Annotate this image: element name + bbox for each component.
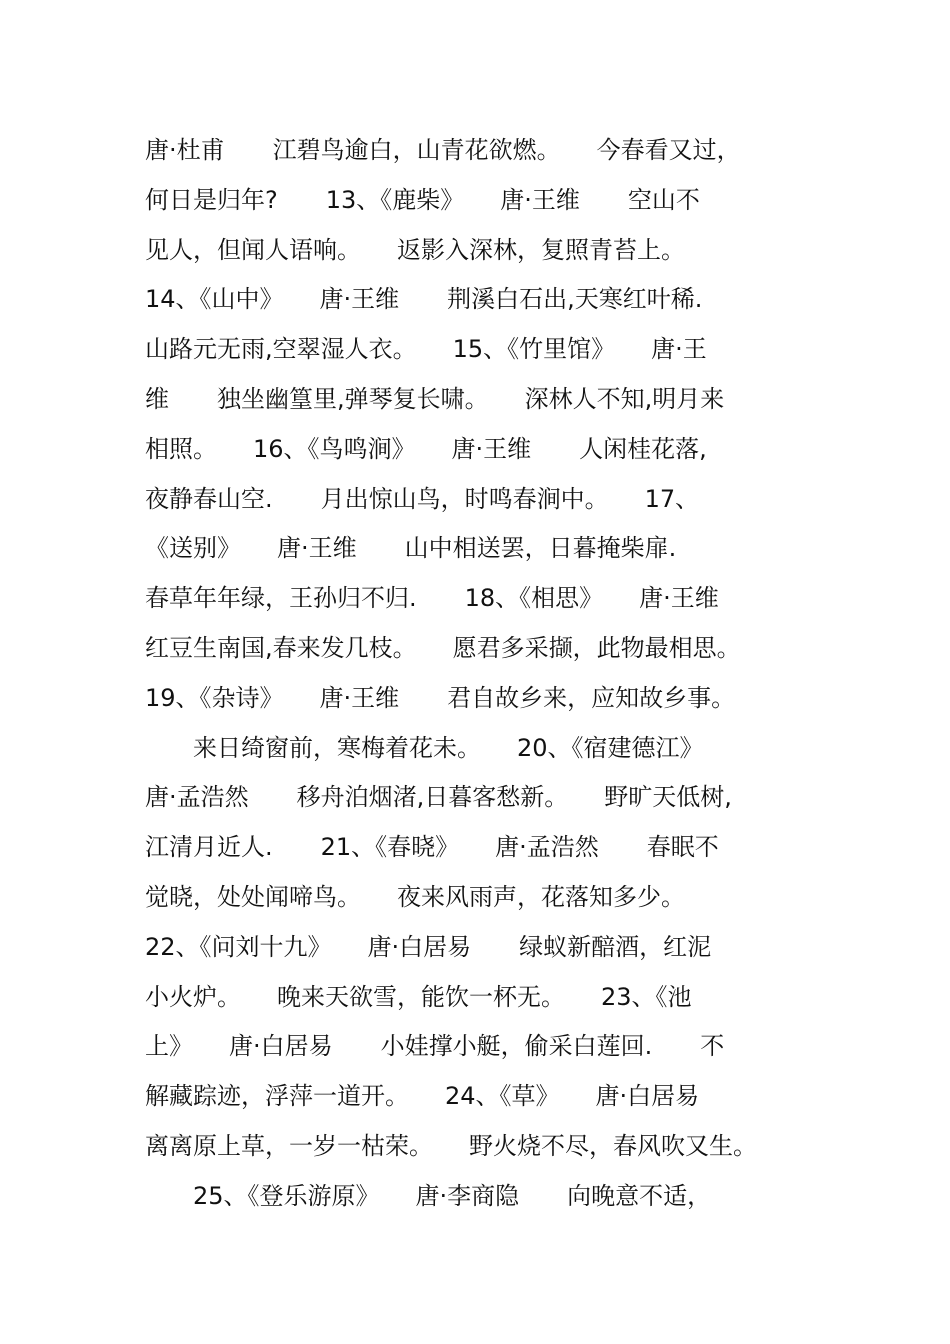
text-line: 19、《杂诗》 唐·王维 君自故乡来，应知故乡事。 <box>145 683 736 712</box>
text-line: 山路元无雨,空翠湿人衣。 15、《竹里馆》 唐·王 <box>145 335 707 364</box>
text-line: 离离原上草，一岁一枯荣。 野火烧不尽，春风吹又生。 <box>145 1131 757 1160</box>
text-line: 22、《问刘十九》 唐·白居易 绿蚁新醅酒，红泥 <box>145 932 712 961</box>
poem-text-block <box>145 126 815 1222</box>
text-line: 小火炉。 晚来天欲雪，能饮一杯无。 23、《池 <box>145 982 692 1011</box>
text-line: 春草年年绿，王孙归不归. 18、《相思》 唐·王维 <box>145 584 719 613</box>
text-line: 来日绮窗前，寒梅着花未。 20、《宿建德江》 <box>145 733 704 762</box>
text-line: 解藏踪迹，浮萍一道开。 24、《草》 唐·白居易 <box>145 1082 700 1111</box>
text-line: 上》 唐·白居易 小娃撑小艇，偷采白莲回. 不 <box>145 1032 725 1061</box>
text-line: 江清月近人. 21、《春晓》 唐·孟浩然 春眠不 <box>145 833 719 862</box>
text-line: 夜静春山空. 月出惊山鸟，时鸣春涧中。 17、 <box>145 484 700 513</box>
text-line: 14、《山中》 唐·王维 荆溪白石出,天寒红叶稀. <box>145 285 703 314</box>
text-line: 唐·孟浩然 移舟泊烟渚,日暮客愁新。 野旷天低树, <box>145 783 732 812</box>
text-line: 红豆生南国,春来发几枝。 愿君多采撷，此物最相思。 <box>145 633 741 662</box>
text-line: 《送别》 唐·王维 山中相送罢，日暮掩柴扉. <box>145 534 677 563</box>
text-line: 相照。 16、《鸟鸣涧》 唐·王维 人闲桂花落, <box>145 434 707 463</box>
text-line: 唐·杜甫 江碧鸟逾白，山青花欲燃。 今春看又过， <box>145 136 741 164</box>
text-line: 何日是归年? 13、《鹿柴》 唐·王维 空山不 <box>145 185 700 214</box>
text-line: 见人，但闻人语响。 返影入深林，复照青苔上。 <box>145 235 685 264</box>
text-line: 25、《登乐游原》 唐·李商隐 向晚意不适， <box>145 1181 712 1210</box>
text-line: 维 独坐幽篁里,弹琴复长啸。 深林人不知,明月来 <box>145 384 725 413</box>
text-line: 觉晓，处处闻啼鸟。 夜来风雨声，花落知多少。 <box>145 882 685 911</box>
